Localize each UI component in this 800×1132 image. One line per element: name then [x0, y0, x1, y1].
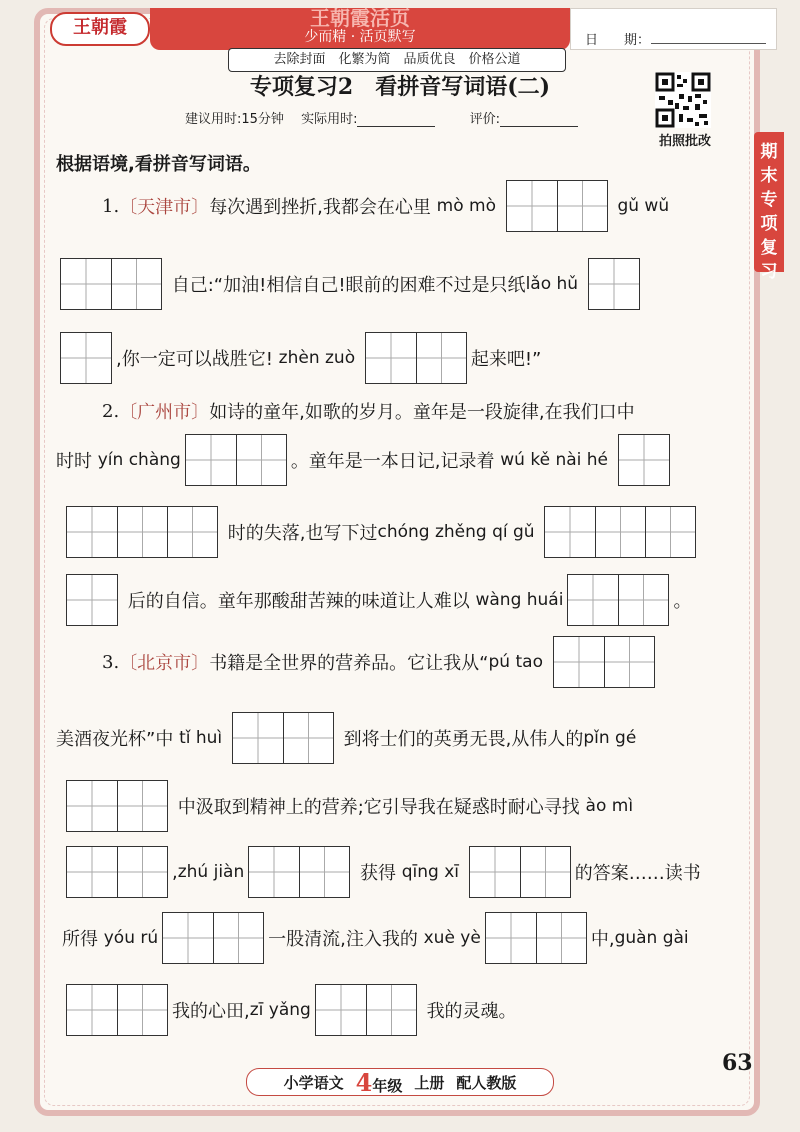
answer-cell[interactable]	[233, 713, 283, 763]
instruction: 根据语境,看拼音写词语。	[56, 154, 261, 175]
answer-cell[interactable]	[589, 259, 639, 309]
q2-city: 〔广州市〕	[119, 402, 210, 423]
q2-text: 后的自信。童年那酸甜苦辣的味道让人难以	[127, 591, 470, 612]
rating-label: 评价:	[469, 112, 500, 127]
q1-text: 每次遇到挫折,我都会在心里	[209, 197, 431, 218]
q3-pinyin: zhú jiàn	[177, 862, 245, 882]
answer-cell[interactable]	[366, 985, 416, 1035]
answer-cell[interactable]	[486, 913, 536, 963]
q3-line5	[62, 912, 689, 964]
answer-cell[interactable]	[67, 847, 117, 897]
q2-pinyin: wàng huái	[475, 590, 564, 610]
answer-grid[interactable]	[162, 912, 264, 964]
time-info	[185, 108, 608, 127]
answer-cell[interactable]	[619, 435, 669, 485]
q3-text: 我的心田,	[172, 1001, 250, 1022]
answer-cell[interactable]	[568, 575, 618, 625]
answer-grid[interactable]	[66, 846, 168, 898]
answer-cell[interactable]	[61, 259, 111, 309]
answer-grid[interactable]	[66, 984, 168, 1036]
answer-cell[interactable]	[67, 507, 117, 557]
answer-cell[interactable]	[366, 333, 416, 383]
q3-line4	[62, 846, 701, 898]
q3-pinyin: guàn gài	[614, 928, 689, 948]
q3-pinyin: tǐ huì	[179, 728, 223, 748]
answer-cell[interactable]	[117, 985, 167, 1035]
answer-grid[interactable]	[567, 574, 669, 626]
q1-pinyin: zhèn zuò	[278, 348, 356, 368]
answer-cell[interactable]	[163, 913, 213, 963]
q2-line2	[56, 434, 674, 486]
side-tab	[754, 132, 784, 282]
q3-text: 中,	[590, 929, 615, 950]
answer-cell[interactable]	[557, 181, 607, 231]
q2-number: 2.	[102, 400, 120, 422]
answer-cell[interactable]	[545, 507, 595, 557]
answer-grid[interactable]	[544, 506, 696, 558]
q1-pinyin: mò mò	[436, 196, 496, 216]
answer-cell[interactable]	[117, 781, 167, 831]
q2-pinyin: wú kě nài hé	[500, 450, 609, 470]
q1-pinyin: gǔ wǔ	[617, 196, 670, 216]
q3-pinyin: pú tao	[488, 652, 543, 672]
q3-text: 中汲取到精神上的营养;它引导我在疑惑时耐心寻找	[177, 797, 580, 818]
q2-line1	[102, 398, 635, 424]
answer-grid[interactable]	[315, 984, 417, 1036]
q3-text: 书籍是全世界的营养品。它让我从“	[209, 653, 489, 674]
q2-pinyin: chóng zhěng qí gǔ	[377, 522, 535, 542]
suggested-time: 建议用时:15分钟	[185, 112, 284, 127]
date-box	[570, 8, 777, 50]
q3-line1	[102, 636, 659, 688]
q2-text: 。	[673, 591, 692, 612]
answer-grid[interactable]	[469, 846, 571, 898]
answer-grid[interactable]	[232, 712, 334, 764]
q1-line2	[56, 258, 644, 310]
q3-text: 美酒夜光杯”中	[56, 729, 174, 750]
q2-line4	[62, 574, 691, 626]
answer-cell[interactable]	[61, 333, 111, 383]
answer-cell[interactable]	[595, 507, 645, 557]
q2-pinyin: yín chàng	[97, 450, 181, 470]
publisher-logo: 王朝霞	[50, 12, 150, 46]
series-name: 王朝霞活页	[310, 6, 410, 30]
q3-pinyin: xuè yè	[423, 928, 481, 948]
answer-grid[interactable]	[553, 636, 655, 688]
answer-cell[interactable]	[554, 637, 604, 687]
q3-text: 到将士们的英勇无畏,从伟人的	[343, 729, 584, 750]
answer-grid[interactable]	[365, 332, 467, 384]
answer-grid[interactable]	[248, 846, 350, 898]
q3-text: 我的灵魂。	[426, 1001, 517, 1022]
q2-text: 时时	[56, 451, 92, 472]
q1-line1	[102, 180, 669, 232]
q1-text: ,你一定可以战胜它!	[116, 349, 273, 370]
q3-pinyin: ào mì	[585, 796, 634, 816]
footer-volume: 上册	[414, 1073, 445, 1092]
answer-grid[interactable]	[66, 574, 118, 626]
answer-cell[interactable]	[236, 435, 286, 485]
q3-text: 的答案……读书	[574, 863, 701, 884]
answer-cell[interactable]	[67, 575, 117, 625]
answer-cell[interactable]	[213, 913, 263, 963]
q2-text: 时的失落,也写下过	[227, 523, 378, 544]
answer-grid[interactable]	[60, 332, 112, 384]
qr-label: 拍照批改	[658, 134, 711, 149]
q3-text: 一股清流,注入我的	[268, 929, 418, 950]
q3-number: 3.	[102, 651, 120, 673]
answer-cell[interactable]	[507, 181, 557, 231]
answer-grid[interactable]	[485, 912, 587, 964]
q1-number: 1.	[102, 195, 120, 217]
q3-pinyin: qīng xī	[401, 862, 459, 882]
q3-line6	[62, 984, 517, 1036]
q2-text: 。童年是一本日记,记录着	[290, 451, 495, 472]
rating-blank[interactable]	[500, 126, 578, 127]
answer-grid[interactable]	[618, 434, 670, 486]
q3-text: ,	[172, 861, 178, 883]
q3-text: 所得	[62, 929, 98, 950]
q3-pinyin: pǐn gé	[583, 728, 637, 748]
answer-grid[interactable]	[588, 258, 640, 310]
answer-cell[interactable]	[520, 847, 570, 897]
answer-cell[interactable]	[167, 507, 217, 557]
q3-pinyin: yóu rú	[103, 928, 159, 948]
answer-cell[interactable]	[117, 847, 167, 897]
answer-grid[interactable]	[66, 780, 168, 832]
answer-cell[interactable]	[416, 333, 466, 383]
q3-line3	[62, 780, 633, 832]
answer-grid[interactable]	[60, 258, 162, 310]
slogan-bar: 去除封面 化繁为简 品质优良 价格公道	[228, 48, 566, 72]
q1-pinyin: lǎo hǔ	[525, 274, 579, 294]
answer-cell[interactable]	[604, 637, 654, 687]
footer-edition: 配人教版	[456, 1073, 517, 1092]
footer-grade-word: 年级	[372, 1076, 403, 1095]
q2-line3	[62, 506, 700, 558]
footer-grade-number: 4	[355, 1067, 373, 1097]
page-title: 专项复习2 看拼音写词语(二)	[249, 74, 551, 100]
actual-time-blank[interactable]	[357, 126, 435, 127]
q3-city: 〔北京市〕	[119, 653, 210, 674]
answer-cell[interactable]	[249, 847, 299, 897]
answer-grid[interactable]	[66, 506, 218, 558]
answer-cell[interactable]	[618, 575, 668, 625]
q1-text: 自己:“加油!相信自己!眼前的困难不过是只纸	[171, 275, 526, 296]
series-subtitle: 少而精 · 活页默写	[304, 29, 416, 45]
answer-cell[interactable]	[117, 507, 167, 557]
answer-cell[interactable]	[67, 985, 117, 1035]
answer-cell[interactable]	[299, 847, 349, 897]
q1-line3	[56, 332, 541, 384]
answer-cell[interactable]	[186, 435, 236, 485]
date-blank[interactable]	[651, 43, 766, 44]
page-number: 63	[722, 1050, 753, 1076]
answer-cell[interactable]	[470, 847, 520, 897]
answer-cell[interactable]	[111, 259, 161, 309]
answer-cell[interactable]	[316, 985, 366, 1035]
answer-cell[interactable]	[283, 713, 333, 763]
answer-cell[interactable]	[645, 507, 695, 557]
footer-subject: 小学语文	[283, 1073, 344, 1092]
q1-city: 〔天津市〕	[119, 197, 210, 218]
answer-cell[interactable]	[536, 913, 586, 963]
q1-text: 起来吧!”	[470, 349, 542, 370]
date-label: 日 期：	[585, 33, 651, 48]
answer-cell[interactable]	[67, 781, 117, 831]
actual-time-label: 实际用时:	[301, 112, 358, 127]
q3-line2	[56, 712, 636, 764]
footer-band	[246, 1068, 554, 1096]
qr-code-icon[interactable]	[655, 72, 711, 128]
side-tab-text: 期末专项复习	[760, 142, 778, 282]
header-banner	[150, 8, 570, 50]
answer-grid[interactable]	[185, 434, 287, 486]
q3-pinyin: zī yǎng	[249, 1000, 311, 1020]
answer-grid[interactable]	[506, 180, 608, 232]
q3-text: 获得	[359, 863, 396, 884]
q2-text: 如诗的童年,如歌的岁月。童年是一段旋律,在我们口中	[209, 402, 635, 423]
